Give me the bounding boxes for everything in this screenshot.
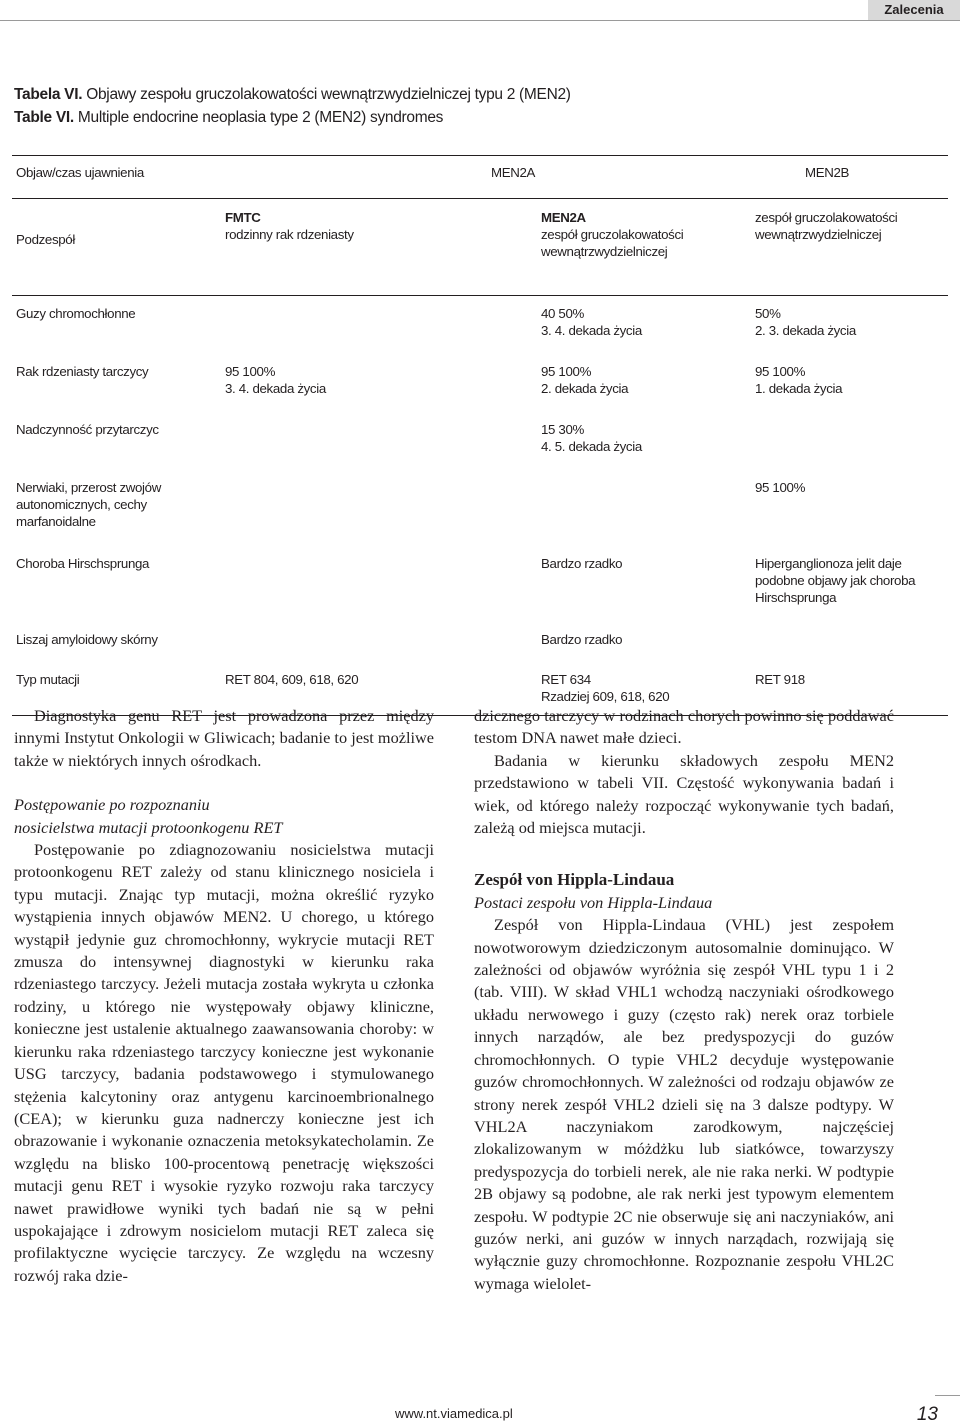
row-label: Rak rdzeniasty tarczycy: [16, 364, 149, 379]
fmtc-title: FMTC: [225, 210, 261, 225]
cell-line: 2. dekada życia: [541, 381, 629, 396]
fmtc-subtitle: rodzinny rak rdzeniasty: [225, 227, 354, 242]
cell-fmtc: [225, 405, 541, 463]
table-header-row-1: [12, 156, 948, 199]
caption-title-pl: Objawy zespołu gruczolakowatości wewnątrzwydzielniczej typu 2 (MEN2): [86, 86, 571, 103]
cell-men2b: [755, 347, 948, 405]
cell-men2a: [541, 463, 755, 539]
cell-fmtc: RET 804, 609, 618, 620: [225, 655, 541, 716]
men2-table: [12, 155, 948, 716]
cell-men2b: [755, 296, 948, 348]
header-men2b: [755, 156, 948, 199]
table-row: [12, 296, 948, 348]
cell-line: 3. 4. dekada życia: [225, 381, 326, 396]
cell-line: 95 100%: [755, 364, 806, 379]
men2b-subtitle: zespół gruczolakowatości wewnątrzwydzielniczej: [755, 210, 898, 242]
table-header-row-2: [12, 199, 948, 296]
subheading: nosicielstwa mutacji protoonkogenu RET: [14, 817, 283, 837]
cell-fmtc: [225, 296, 541, 348]
cell-line: 15 30%: [541, 422, 584, 437]
footer-url: www.nt.viamedica.pl: [395, 1406, 513, 1421]
table-row: [12, 615, 948, 655]
cell-line: 2. 3. dekada życia: [755, 323, 856, 338]
cell-line: 50%: [755, 306, 781, 321]
top-rule: [0, 20, 960, 21]
caption-title-en: Multiple endocrine neoplasia type 2 (MEN2) syndromes: [77, 109, 444, 126]
cell-men2b: [755, 405, 948, 463]
caption-label-en: Table VI.: [14, 109, 74, 126]
cell-line: 95 100%: [225, 364, 276, 379]
paragraph: Postępowanie po zdiagnozowaniu nosicielstwa mutacji protoonkogenu RET zależy od stanu klinicznego nosiciela i typu mutacji. Znając typ mutacji, można określić ryzyko wystąpienia innych objawów MEN2. U chorego, u którego wystąpił jedynie guz chromochłonny, wykrycie mutacji RET zmusza do intensywnej diagnostyki w kierunku raka rdzeniastego tarczycy. Jeżeli mutacja została wykryta u członka rodziny, u którego nie występowały objawy kliniczne, konieczne jest ustalenie aktualnego zaawansowania choroby: w kierunku raka rdzeniastego tarczycy konieczne jest wykonanie USG tarczycy, badania podstawowego i stymulowanego stężenia kalcytoniny oraz antygenu karcinoembrionalnego (CEA); w kierunku guza nadnerczy konieczne jest ich obrazowanie i wykonanie oznaczenia metoksykatecholamin. Ze względu na blisko 100-procentową penetrację większości mutacji genu RET i wysokie ryzyko rozwoju raka tarczycy nawet prawidłowe wyniki tych badań nie są w pełni uspokajające i zdrowym nosicielom mutacji RET zaleca się profilaktyczne wycięcie tarczycy. Ze względu na wczesny rozwój raka dzie-: [14, 840, 434, 1285]
cell-men2a: [541, 405, 755, 463]
row-label: Choroba Hirschsprunga: [16, 556, 150, 571]
cell-men2b: Hiperganglionoza jelit daje podobne objawy jak choroba Hirschsprunga: [755, 556, 916, 605]
header-men2b-label: MEN2B: [805, 165, 850, 180]
row-label: Nerwiaki, przerost zwojów autonomicznych, cechy marfanoidalne: [16, 480, 161, 529]
header-men2a-label: MEN2A: [491, 165, 536, 180]
header-fmtc: [225, 199, 541, 296]
header-men2a-sub: [541, 199, 755, 296]
cell-fmtc: [225, 463, 541, 539]
table-row: [12, 347, 948, 405]
paragraph: Diagnostyka genu RET jest prowadzona przez między innymi Instytut Onkologii w Gliwicach; badanie to jest możliwe także w niektórych innych ośrodkach.: [14, 706, 434, 770]
page-number: 13: [916, 1404, 938, 1425]
cell-men2a: [541, 296, 755, 348]
table-row: [12, 463, 948, 539]
cell-line: 3. 4. dekada życia: [541, 323, 642, 338]
header-men2b-sub: [755, 199, 948, 296]
cell-line: 4. 5. dekada życia: [541, 439, 642, 454]
cell-line: RET 634: [541, 672, 591, 687]
table-caption-en: [14, 109, 443, 127]
men2a-subtitle: zespół gruczolakowatości wewnątrzwydzielniczej: [541, 227, 684, 259]
right-column: [474, 705, 894, 1295]
section-heading: Zespół von Hippla-Lindaua: [474, 870, 675, 890]
row-label: Typ mutacji: [12, 655, 225, 716]
footer-rule: [935, 1395, 960, 1396]
subheading: Postępowanie po rozpoznaniu: [14, 795, 210, 815]
table-caption-pl: [14, 86, 571, 104]
paragraph: dzicznego tarczycy w rodzinach chorych powinno się poddawać testom DNA nawet małe dzieci.: [474, 706, 894, 748]
cell-line: 40 50%: [541, 306, 584, 321]
cell-line: Rzadziej 609, 618, 620: [541, 689, 670, 704]
cell-fmtc: [225, 347, 541, 405]
header-men2a: [491, 156, 755, 199]
row-label: Guzy chromochłonne: [12, 296, 225, 348]
table-row: [12, 539, 948, 615]
caption-label-pl: Tabela VI.: [14, 86, 83, 103]
row-label: Liszaj amyloidowy skórny: [16, 632, 158, 647]
cell-men2a: [541, 347, 755, 405]
cell-men2b: [755, 615, 948, 655]
table-row: [12, 405, 948, 463]
row-label: Nadczynność przytarczyc: [16, 422, 159, 437]
cell-line: 1. dekada życia: [755, 381, 843, 396]
section-tab: Zalecenia: [868, 0, 960, 20]
header-symptom: Objaw/czas ujawnienia: [12, 156, 225, 199]
subheading: Postaci zespołu von Hippla-Lindaua: [474, 892, 713, 912]
left-column: [14, 705, 434, 1287]
cell-men2a: Bardzo rzadko: [541, 632, 623, 647]
cell-fmtc: [225, 539, 541, 615]
cell-line: 95 100%: [541, 364, 592, 379]
cell-men2b: RET 918: [755, 655, 948, 716]
cell-fmtc: [225, 615, 541, 655]
paragraph: Badania w kierunku składowych zespołu MEN2 przedstawiono w tabeli VII. Częstość wykonywania badań i wiek, od którego należy rozpocząć wykonywanie tych badań, zależą od miejsca mutacji.: [474, 750, 894, 838]
men2a-title: MEN2A: [541, 210, 586, 225]
cell-men2b: 95 100%: [755, 480, 806, 495]
header-subtype: Podzespół: [12, 199, 225, 296]
cell-men2a: Bardzo rzadko: [541, 556, 623, 571]
paragraph: Zespół von Hippla-Lindaua (VHL) jest zespołem nowotworowym dziedziczonym autosomalnie dominująco. W zależności od objawów wyróżnia się zespół VHL typu 1 i 2 (tab. VIII). W skład VHL1 wchodzą naczyniaki ośrodkowego układu nerwowego i guzy (często rak) nerek oraz torbiele innych narządów, ale bez predyspozycji do guzów chromochłonnych. O typie VHL2 decyduje występowanie guzów chromochłonnych. W zależności od rodzaju objawów ze strony nerek zespół VHL2 dzieli się na 3 dalsze podtypy. W VHL2A naczyniakom zarodkowym, najczęściej zlokalizowanym w móżdżku lub siatkówce, towarzyszy predyspozycja do torbieli nerek, ale nie raka nerki. W podtypie 2B objawy są podobne, ale rak nerki jest typowym elementem zespołu. W podtypie 2C nie obserwuje się ani naczyniaków, ani guzów nerki, ani guzów w innych narządach, rozwijają się wyłącznie guzy chromochłonne. Rozpoznanie zespołu VHL2C wymaga wielolet-: [474, 915, 894, 1293]
